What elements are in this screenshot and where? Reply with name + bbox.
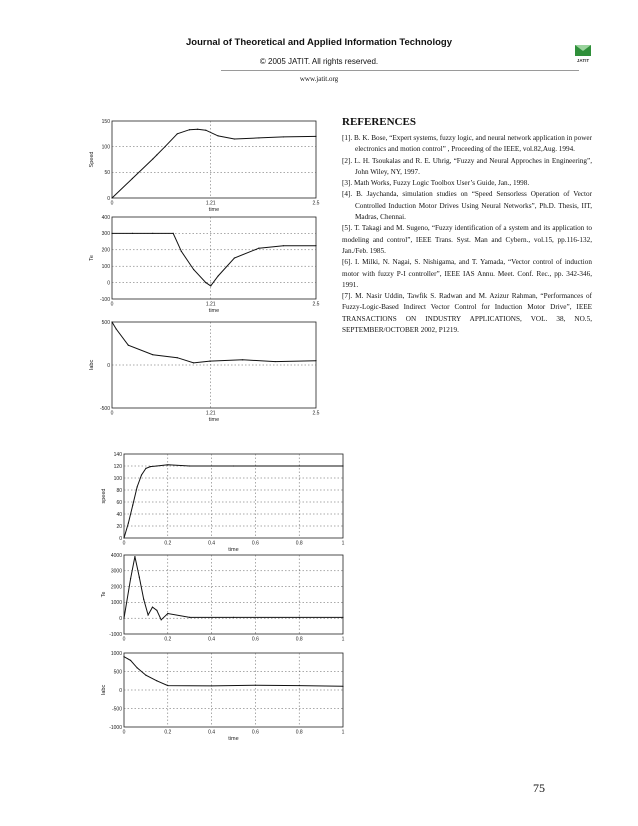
data-point bbox=[150, 466, 151, 467]
data-point bbox=[234, 138, 235, 139]
data-point bbox=[132, 504, 133, 505]
x-tick-label: 0.4 bbox=[208, 540, 216, 547]
y-tick-label: 400 bbox=[101, 214, 110, 221]
x-tick-label: 0.4 bbox=[208, 636, 216, 643]
data-point bbox=[209, 361, 210, 362]
x-axis-label: time bbox=[228, 547, 239, 553]
x-tick-label: 0.8 bbox=[295, 540, 303, 547]
chart-2 bbox=[89, 215, 320, 314]
y-tick-label: 120 bbox=[113, 463, 122, 470]
y-tick-label: -500 bbox=[111, 706, 122, 713]
data-point bbox=[123, 537, 124, 538]
x-axis-label: time bbox=[208, 417, 220, 423]
y-axis-label: Te bbox=[101, 591, 107, 598]
figures bbox=[0, 0, 345, 740]
plot-frame bbox=[124, 454, 343, 538]
y-tick-label: 200 bbox=[101, 247, 110, 254]
data-point bbox=[132, 178, 133, 179]
plot-frame bbox=[112, 121, 316, 198]
data-point bbox=[189, 465, 190, 466]
x-tick-label: 0.2 bbox=[164, 636, 172, 643]
chart-3 bbox=[89, 320, 320, 423]
x-tick-label: 1 bbox=[341, 729, 345, 736]
data-point bbox=[145, 675, 146, 676]
y-tick-label: 3000 bbox=[110, 568, 122, 575]
data-point bbox=[299, 465, 300, 466]
x-tick-label: 1.21 bbox=[205, 200, 216, 207]
x-tick-label: 1.21 bbox=[205, 301, 216, 308]
data-point bbox=[139, 577, 140, 578]
plot-frame bbox=[112, 217, 316, 299]
x-tick-label: 0 bbox=[122, 729, 126, 736]
data-point bbox=[233, 617, 234, 618]
data-point bbox=[161, 619, 162, 620]
data-point bbox=[132, 233, 133, 234]
data-point bbox=[164, 146, 165, 147]
y-tick-label: 100 bbox=[101, 264, 110, 270]
data-point bbox=[342, 617, 343, 618]
x-tick-label: 1 bbox=[341, 636, 345, 643]
data-point bbox=[189, 129, 190, 130]
data-point bbox=[197, 129, 198, 130]
x-tick-label: 0.2 bbox=[164, 540, 172, 547]
logo-text: JATIT bbox=[576, 58, 590, 63]
y-tick-label: 20 bbox=[116, 523, 122, 530]
y-tick-label: 80 bbox=[116, 487, 122, 494]
data-point bbox=[111, 233, 112, 234]
x-tick-label: 2.5 bbox=[312, 200, 320, 207]
data-point bbox=[315, 360, 316, 361]
x-tick-label: 0.6 bbox=[251, 636, 259, 643]
data-point bbox=[167, 464, 168, 465]
y-tick-label: 0 bbox=[107, 362, 110, 369]
data-point bbox=[193, 362, 194, 363]
y-tick-label: 1000 bbox=[110, 650, 122, 657]
data-point bbox=[137, 667, 138, 668]
y-tick-label: 60 bbox=[116, 499, 122, 506]
data-point bbox=[156, 465, 157, 466]
data-point bbox=[123, 656, 124, 657]
data-point bbox=[128, 522, 129, 523]
journal-url: www.jatit.org bbox=[299, 75, 339, 83]
chart-4 bbox=[101, 452, 345, 553]
y-tick-label: 150 bbox=[101, 118, 110, 125]
data-point bbox=[152, 354, 153, 355]
data-point bbox=[275, 361, 276, 362]
y-tick-label: -1000 bbox=[109, 724, 122, 731]
chart-6 bbox=[101, 651, 345, 740]
data-point bbox=[141, 474, 142, 475]
y-axis-label: Iabc bbox=[101, 684, 107, 696]
journal-title: Journal of Theoretical and Applied Information Technology bbox=[185, 37, 452, 48]
data-point bbox=[258, 248, 259, 249]
reference-item: [7]. M. Nasir Uddin, Tawfik S. Radwan and M. Azizur Rahman, “Performances of Fuzzy-Logic-Based Indirect Vector Control for Induction Motor Drive”, IEEE TRANSACTIONS ON INDUSTRY APPLICATIONS, VOL. 38, NO.5, SEPTEMBER/OCTOBER 2002, P1219. bbox=[342, 292, 592, 335]
data-point bbox=[242, 359, 243, 360]
y-tick-label: -100 bbox=[99, 296, 110, 303]
reference-item: [6]. I. Milki, N. Nagai, S. Nishigama, and T. Yamada, “Vector control of induction motor with fuzzy P-I controller”, IEEE IAS Annu. Meet. Conf. Rec., pp. 342-346, 1991. bbox=[342, 258, 592, 289]
x-axis-label: time bbox=[208, 308, 220, 314]
references-section bbox=[342, 116, 592, 336]
x-axis-label: time bbox=[208, 207, 220, 213]
reference-item: [4]. B. Jaychanda, simulation studies on “Speed Sensorless Operation of Vector Controlled Induction Motor Drives Using Neural Networks”, Ph.D. Thesis, IIT, Madras, Chennai. bbox=[342, 190, 592, 222]
reference-item: [3]. Math Works, Fuzzy Logic Toolbox User’s Guide, Jan., 1998. bbox=[342, 179, 530, 188]
data-point bbox=[181, 251, 182, 252]
data-point bbox=[210, 285, 211, 286]
data-point bbox=[283, 136, 284, 137]
x-tick-label: 0 bbox=[122, 540, 126, 547]
data-point bbox=[130, 660, 131, 661]
y-tick-label: -500 bbox=[99, 405, 110, 412]
x-tick-label: 0 bbox=[122, 636, 126, 643]
x-tick-label: 0.8 bbox=[295, 729, 303, 736]
y-tick-label: 50 bbox=[104, 170, 110, 177]
data-point bbox=[167, 613, 168, 614]
data-point bbox=[299, 617, 300, 618]
data-point bbox=[152, 233, 153, 234]
reference-item: [5]. T. Takagi and M. Sugeno, “Fuzzy identification of a system and its application to modeling and control”, IEEE Trans. Syst. Man and Cybern., vol.15, pp.116-132, Jan./Feb. 1985. bbox=[342, 224, 592, 255]
data-point bbox=[315, 136, 316, 137]
y-tick-label: 0 bbox=[119, 616, 122, 622]
y-tick-label: 0 bbox=[107, 280, 110, 287]
chart-1 bbox=[89, 119, 320, 213]
x-tick-label: 0.6 bbox=[251, 540, 259, 547]
y-tick-label: 500 bbox=[113, 669, 122, 676]
data-point bbox=[134, 556, 135, 557]
data-point bbox=[128, 345, 129, 346]
data-point bbox=[167, 685, 168, 686]
x-tick-label: 0.2 bbox=[164, 729, 172, 736]
data-point bbox=[156, 680, 157, 681]
data-point bbox=[145, 468, 146, 469]
y-axis-label: Iabc bbox=[89, 359, 95, 371]
data-point bbox=[205, 282, 206, 283]
x-tick-label: 1.21 bbox=[205, 410, 216, 417]
references-heading: REFERENCES bbox=[342, 116, 416, 128]
y-tick-label: 300 bbox=[101, 231, 110, 238]
data-point bbox=[211, 685, 212, 686]
data-point bbox=[177, 357, 178, 358]
data-point bbox=[137, 486, 138, 487]
data-point bbox=[205, 130, 206, 131]
y-tick-label: 100 bbox=[101, 144, 110, 151]
data-point bbox=[173, 233, 174, 234]
data-point bbox=[193, 269, 194, 270]
data-point bbox=[283, 245, 284, 246]
data-point bbox=[233, 465, 234, 466]
jatit-logo-icon bbox=[572, 44, 594, 64]
data-point bbox=[123, 618, 124, 619]
y-tick-label: 0 bbox=[119, 535, 122, 542]
y-tick-label: 1000 bbox=[110, 600, 122, 607]
reference-item: [1]. B. K. Bose, “Expert systems, fuzzy logic, and neural network application in power electronics and motion control” , Proceeding of the IEEE, vol.82,Aug. 1994. bbox=[342, 134, 592, 154]
y-tick-label: -1000 bbox=[109, 631, 122, 638]
x-tick-label: 0 bbox=[110, 301, 114, 308]
data-point bbox=[342, 465, 343, 466]
data-point bbox=[143, 599, 144, 600]
data-point bbox=[152, 607, 153, 608]
x-tick-label: 0 bbox=[110, 200, 114, 207]
data-point bbox=[234, 257, 235, 258]
x-tick-label: 2.5 bbox=[312, 301, 320, 308]
x-tick-label: 1 bbox=[341, 540, 345, 547]
y-axis-label: speed bbox=[101, 488, 107, 504]
data-point bbox=[152, 158, 153, 159]
data-point bbox=[217, 275, 218, 276]
y-tick-label: 4000 bbox=[110, 552, 122, 559]
data-point bbox=[156, 154, 157, 155]
y-tick-label: 100 bbox=[113, 475, 122, 482]
y-axis-label: Te bbox=[89, 255, 95, 261]
y-tick-label: 0 bbox=[107, 195, 110, 202]
reference-item: [2]. L. H. Tsoukalas and R. E. Uhrig, “Fuzzy and Neural Approches in Engineering”, John Wiley, NY, 1997. bbox=[342, 156, 592, 176]
data-point bbox=[111, 197, 112, 198]
data-point bbox=[189, 617, 190, 618]
y-tick-label: 40 bbox=[116, 511, 122, 518]
x-tick-label: 0.8 bbox=[295, 636, 303, 643]
y-tick-label: 500 bbox=[101, 319, 110, 326]
y-tick-label: 2000 bbox=[110, 584, 122, 591]
data-point bbox=[258, 137, 259, 138]
data-point bbox=[115, 328, 116, 329]
data-point bbox=[130, 578, 131, 579]
data-point bbox=[299, 685, 300, 686]
x-tick-label: 2.5 bbox=[312, 410, 320, 417]
data-point bbox=[217, 135, 218, 136]
data-point bbox=[342, 686, 343, 687]
x-tick-label: 0.6 bbox=[251, 729, 259, 736]
y-axis-label: Speed bbox=[89, 151, 95, 168]
copyright-line: © 2005 JATIT. All rights reserved. bbox=[259, 57, 379, 66]
data-point bbox=[147, 614, 148, 615]
y-tick-label: 140 bbox=[113, 451, 122, 458]
chart-5 bbox=[101, 553, 345, 643]
data-point bbox=[156, 610, 157, 611]
data-point bbox=[255, 685, 256, 686]
data-point bbox=[177, 133, 178, 134]
x-tick-label: 0.4 bbox=[208, 729, 216, 736]
x-tick-label: 0 bbox=[110, 410, 114, 417]
data-point bbox=[111, 321, 112, 322]
data-point bbox=[315, 245, 316, 246]
page-number: 75 bbox=[533, 781, 545, 795]
x-axis-label: time bbox=[228, 736, 239, 740]
y-tick-label: 0 bbox=[119, 687, 122, 694]
plot-frame bbox=[124, 555, 343, 634]
